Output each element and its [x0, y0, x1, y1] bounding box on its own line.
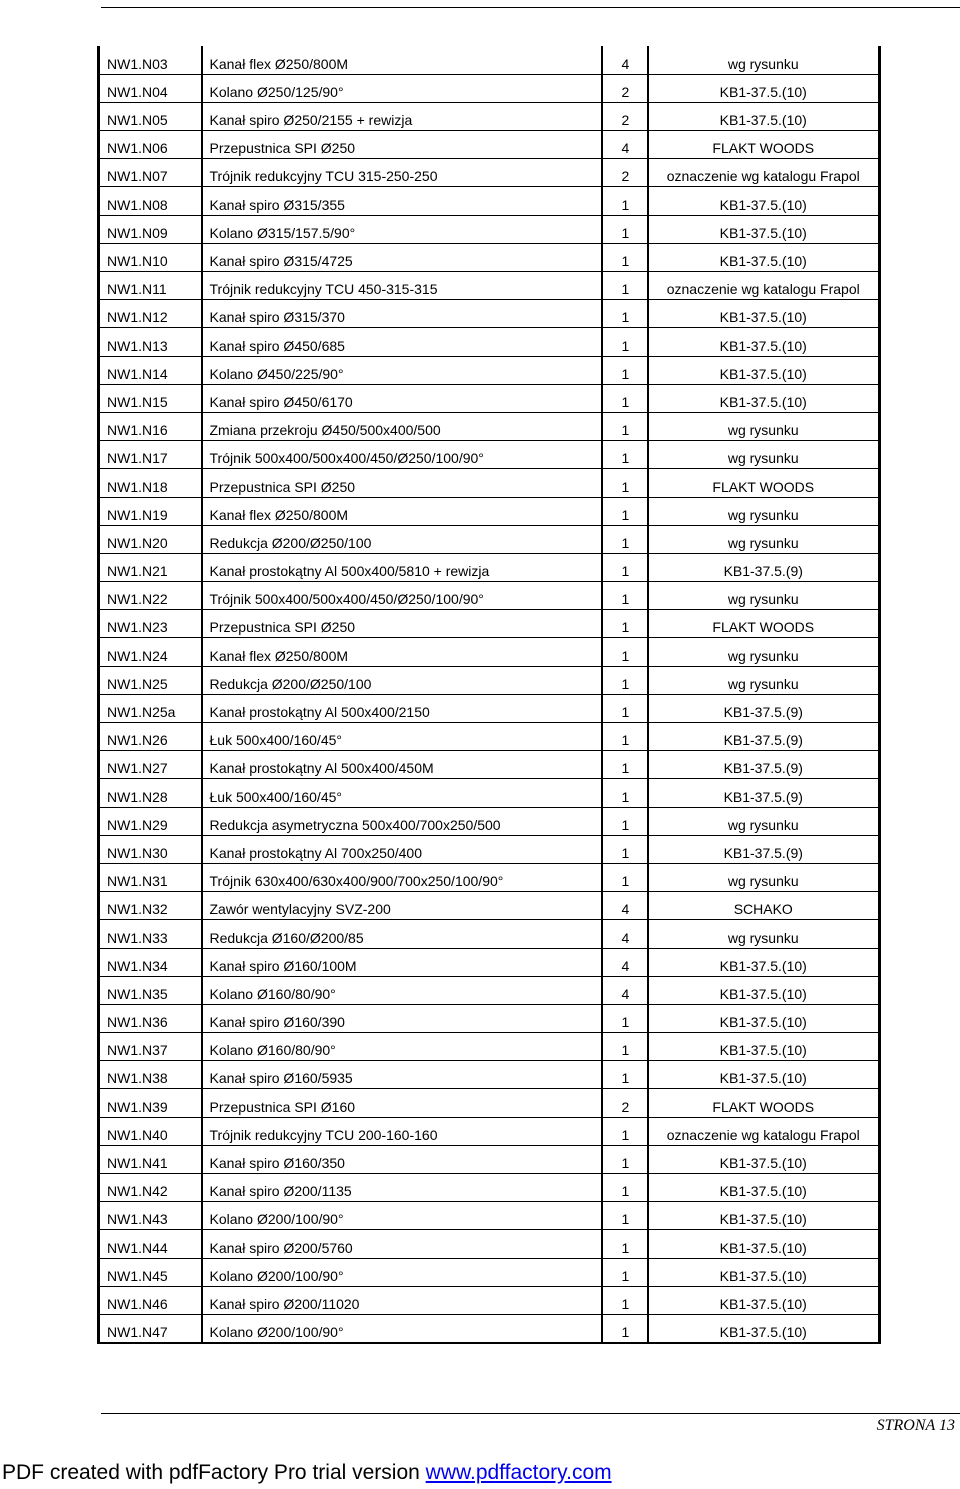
row-name: Zmiana przekroju Ø450/500x400/500 — [202, 412, 602, 440]
pdf-footer — [2, 1460, 612, 1486]
row-qty: 2 — [602, 102, 648, 130]
row-id: NW1.N31 — [99, 863, 202, 891]
row-id: NW1.N18 — [99, 469, 202, 497]
row-qty: 1 — [602, 553, 648, 581]
row-id: NW1.N45 — [99, 1258, 202, 1286]
row-reference: wg rysunku — [648, 638, 880, 666]
parts-table-body — [99, 46, 880, 1343]
row-qty: 1 — [602, 1004, 648, 1032]
row-name: Kanał prostokątny Al 700x250/400 — [202, 835, 602, 863]
table-row — [99, 835, 880, 863]
table-row — [99, 779, 880, 807]
row-id: NW1.N12 — [99, 300, 202, 328]
row-reference: wg rysunku — [648, 525, 880, 553]
row-name: Kolano Ø250/125/90° — [202, 74, 602, 102]
row-qty: 4 — [602, 920, 648, 948]
table-row — [99, 638, 880, 666]
row-qty: 1 — [602, 1145, 648, 1173]
table-row — [99, 920, 880, 948]
row-reference: FLAKT WOODS — [648, 469, 880, 497]
row-id: NW1.N35 — [99, 976, 202, 1004]
row-id: NW1.N28 — [99, 779, 202, 807]
row-id: NW1.N16 — [99, 412, 202, 440]
row-id: NW1.N39 — [99, 1089, 202, 1117]
row-name: Redukcja asymetryczna 500x400/700x250/500 — [202, 807, 602, 835]
table-row — [99, 1202, 880, 1230]
table-row — [99, 441, 880, 469]
row-qty: 1 — [602, 1230, 648, 1258]
row-reference: wg rysunku — [648, 807, 880, 835]
table-row — [99, 807, 880, 835]
top-rule — [101, 7, 960, 8]
row-reference: wg rysunku — [648, 441, 880, 469]
row-name: Kanał spiro Ø200/5760 — [202, 1230, 602, 1258]
row-qty: 1 — [602, 1202, 648, 1230]
table-row — [99, 1145, 880, 1173]
row-qty: 1 — [602, 694, 648, 722]
row-id: NW1.N38 — [99, 1061, 202, 1089]
row-name: Kanał spiro Ø200/1135 — [202, 1174, 602, 1202]
row-qty: 1 — [602, 779, 648, 807]
table-row — [99, 1230, 880, 1258]
row-reference: SCHAKO — [648, 892, 880, 920]
row-qty: 1 — [602, 835, 648, 863]
row-id: NW1.N07 — [99, 159, 202, 187]
row-id: NW1.N33 — [99, 920, 202, 948]
table-row — [99, 723, 880, 751]
row-qty: 1 — [602, 638, 648, 666]
row-reference: wg rysunku — [648, 46, 880, 74]
row-qty: 1 — [602, 356, 648, 384]
table-row — [99, 46, 880, 74]
row-name: Kolano Ø160/80/90° — [202, 976, 602, 1004]
row-name: Kanał prostokątny Al 500x400/2150 — [202, 694, 602, 722]
table-row — [99, 863, 880, 891]
row-reference: KB1-37.5.(10) — [648, 356, 880, 384]
row-name: Kanał spiro Ø450/6170 — [202, 384, 602, 412]
row-id: NW1.N15 — [99, 384, 202, 412]
row-qty: 1 — [602, 1258, 648, 1286]
row-id: NW1.N20 — [99, 525, 202, 553]
row-reference: oznaczenie wg katalogu Frapol — [648, 1117, 880, 1145]
row-reference: KB1-37.5.(10) — [648, 1145, 880, 1173]
row-name: Kolano Ø200/100/90° — [202, 1202, 602, 1230]
row-qty: 2 — [602, 74, 648, 102]
row-name: Przepustnica SPI Ø250 — [202, 131, 602, 159]
table-row — [99, 525, 880, 553]
row-name: Kanał prostokątny Al 500x400/5810 + rewizja — [202, 553, 602, 581]
table-row — [99, 131, 880, 159]
row-name: Redukcja Ø200/Ø250/100 — [202, 666, 602, 694]
page-number: STRONA 13 — [876, 1417, 955, 1434]
table-row — [99, 74, 880, 102]
row-reference: KB1-37.5.(10) — [648, 1314, 880, 1342]
row-reference: wg rysunku — [648, 666, 880, 694]
row-reference: KB1-37.5.(10) — [648, 384, 880, 412]
table-row — [99, 948, 880, 976]
row-id: NW1.N40 — [99, 1117, 202, 1145]
row-id: NW1.N21 — [99, 553, 202, 581]
row-reference: wg rysunku — [648, 920, 880, 948]
row-reference: wg rysunku — [648, 412, 880, 440]
table-row — [99, 215, 880, 243]
row-qty: 1 — [602, 300, 648, 328]
row-id: NW1.N05 — [99, 102, 202, 130]
parts-table — [97, 46, 881, 1344]
row-name: Trójnik redukcyjny TCU 200-160-160 — [202, 1117, 602, 1145]
row-id: NW1.N04 — [99, 74, 202, 102]
table-row — [99, 976, 880, 1004]
row-name: Kolano Ø315/157.5/90° — [202, 215, 602, 243]
row-qty: 1 — [602, 215, 648, 243]
row-qty: 1 — [602, 1174, 648, 1202]
row-qty: 1 — [602, 666, 648, 694]
row-id: NW1.N09 — [99, 215, 202, 243]
row-qty: 1 — [602, 328, 648, 356]
row-id: NW1.N08 — [99, 187, 202, 215]
row-name: Przepustnica SPI Ø160 — [202, 1089, 602, 1117]
row-qty: 1 — [602, 412, 648, 440]
row-reference: KB1-37.5.(10) — [648, 215, 880, 243]
row-reference: KB1-37.5.(10) — [648, 187, 880, 215]
table-row — [99, 1117, 880, 1145]
row-id: NW1.N06 — [99, 131, 202, 159]
row-qty: 4 — [602, 976, 648, 1004]
row-reference: KB1-37.5.(10) — [648, 1061, 880, 1089]
row-name: Redukcja Ø160/Ø200/85 — [202, 920, 602, 948]
row-name: Trójnik redukcyjny TCU 450-315-315 — [202, 272, 602, 300]
row-id: NW1.N32 — [99, 892, 202, 920]
row-name: Kanał spiro Ø450/685 — [202, 328, 602, 356]
row-name: Kanał spiro Ø315/355 — [202, 187, 602, 215]
row-id: NW1.N41 — [99, 1145, 202, 1173]
row-reference: KB1-37.5.(10) — [648, 976, 880, 1004]
table-row — [99, 1004, 880, 1032]
bottom-rule — [101, 1413, 960, 1414]
row-reference: wg rysunku — [648, 497, 880, 525]
row-qty: 2 — [602, 159, 648, 187]
row-name: Kanał spiro Ø160/5935 — [202, 1061, 602, 1089]
row-name: Kanał flex Ø250/800M — [202, 638, 602, 666]
row-reference: KB1-37.5.(9) — [648, 694, 880, 722]
table-row — [99, 272, 880, 300]
row-qty: 4 — [602, 46, 648, 74]
row-id: NW1.N34 — [99, 948, 202, 976]
row-qty: 1 — [602, 525, 648, 553]
row-qty: 1 — [602, 441, 648, 469]
row-qty: 1 — [602, 272, 648, 300]
row-id: NW1.N26 — [99, 723, 202, 751]
row-name: Przepustnica SPI Ø250 — [202, 469, 602, 497]
row-id: NW1.N37 — [99, 1033, 202, 1061]
row-reference: KB1-37.5.(9) — [648, 553, 880, 581]
row-name: Trójnik 500x400/500x400/450/Ø250/100/90° — [202, 441, 602, 469]
row-id: NW1.N30 — [99, 835, 202, 863]
row-id: NW1.N25a — [99, 694, 202, 722]
row-name: Kanał spiro Ø200/11020 — [202, 1286, 602, 1314]
row-name: Trójnik 630x400/630x400/900/700x250/100/90° — [202, 863, 602, 891]
table-row — [99, 553, 880, 581]
table-row — [99, 1174, 880, 1202]
table-row — [99, 412, 880, 440]
row-name: Łuk 500x400/160/45° — [202, 723, 602, 751]
row-name: Kanał spiro Ø160/100M — [202, 948, 602, 976]
row-reference: KB1-37.5.(9) — [648, 835, 880, 863]
row-id: NW1.N46 — [99, 1286, 202, 1314]
table-row — [99, 243, 880, 271]
row-reference: KB1-37.5.(10) — [648, 74, 880, 102]
table-row — [99, 102, 880, 130]
row-reference: KB1-37.5.(10) — [648, 1033, 880, 1061]
row-reference: KB1-37.5.(10) — [648, 102, 880, 130]
row-reference: KB1-37.5.(9) — [648, 751, 880, 779]
row-qty: 1 — [602, 384, 648, 412]
row-name: Kanał spiro Ø160/350 — [202, 1145, 602, 1173]
row-name: Zawór wentylacyjny SVZ-200 — [202, 892, 602, 920]
table-row — [99, 469, 880, 497]
row-id: NW1.N36 — [99, 1004, 202, 1032]
table-row — [99, 1033, 880, 1061]
table-row — [99, 1286, 880, 1314]
row-qty: 1 — [602, 243, 648, 271]
row-id: NW1.N47 — [99, 1314, 202, 1342]
row-name: Redukcja Ø200/Ø250/100 — [202, 525, 602, 553]
row-id: NW1.N43 — [99, 1202, 202, 1230]
row-qty: 1 — [602, 610, 648, 638]
row-id: NW1.N23 — [99, 610, 202, 638]
row-id: NW1.N10 — [99, 243, 202, 271]
footer-link[interactable]: www.pdffactory.com — [425, 1461, 612, 1484]
row-qty: 4 — [602, 892, 648, 920]
table-row — [99, 497, 880, 525]
row-name: Trójnik redukcyjny TCU 315-250-250 — [202, 159, 602, 187]
row-qty: 1 — [602, 751, 648, 779]
row-qty: 1 — [602, 497, 648, 525]
row-qty: 2 — [602, 1089, 648, 1117]
row-name: Kolano Ø160/80/90° — [202, 1033, 602, 1061]
row-reference: KB1-37.5.(10) — [648, 1202, 880, 1230]
row-reference: KB1-37.5.(10) — [648, 243, 880, 271]
table-row — [99, 187, 880, 215]
row-reference: KB1-37.5.(10) — [648, 948, 880, 976]
table-row — [99, 159, 880, 187]
row-reference: KB1-37.5.(10) — [648, 1174, 880, 1202]
row-name: Kolano Ø200/100/90° — [202, 1314, 602, 1342]
row-name: Kanał flex Ø250/800M — [202, 497, 602, 525]
row-qty: 1 — [602, 807, 648, 835]
row-qty: 4 — [602, 948, 648, 976]
table-row — [99, 694, 880, 722]
table-row — [99, 328, 880, 356]
table-row — [99, 1089, 880, 1117]
row-id: NW1.N14 — [99, 356, 202, 384]
row-reference: FLAKT WOODS — [648, 610, 880, 638]
row-id: NW1.N13 — [99, 328, 202, 356]
row-reference: KB1-37.5.(10) — [648, 1004, 880, 1032]
row-name: Kolano Ø450/225/90° — [202, 356, 602, 384]
row-name: Kolano Ø200/100/90° — [202, 1258, 602, 1286]
row-name: Kanał spiro Ø315/370 — [202, 300, 602, 328]
table-row — [99, 751, 880, 779]
row-reference: KB1-37.5.(9) — [648, 723, 880, 751]
row-reference: KB1-37.5.(10) — [648, 328, 880, 356]
row-qty: 1 — [602, 1117, 648, 1145]
row-reference: oznaczenie wg katalogu Frapol — [648, 159, 880, 187]
row-id: NW1.N29 — [99, 807, 202, 835]
row-id: NW1.N24 — [99, 638, 202, 666]
row-reference: FLAKT WOODS — [648, 131, 880, 159]
table-row — [99, 356, 880, 384]
table-row — [99, 666, 880, 694]
row-qty: 1 — [602, 1314, 648, 1342]
row-qty: 1 — [602, 1286, 648, 1314]
row-qty: 4 — [602, 131, 648, 159]
row-name: Kanał prostokątny Al 500x400/450M — [202, 751, 602, 779]
row-reference: KB1-37.5.(10) — [648, 1286, 880, 1314]
table-row — [99, 384, 880, 412]
row-qty: 1 — [602, 863, 648, 891]
table-row — [99, 1314, 880, 1342]
row-reference: FLAKT WOODS — [648, 1089, 880, 1117]
row-qty: 1 — [602, 469, 648, 497]
row-id: NW1.N19 — [99, 497, 202, 525]
row-reference: oznaczenie wg katalogu Frapol — [648, 272, 880, 300]
row-id: NW1.N27 — [99, 751, 202, 779]
row-name: Łuk 500x400/160/45° — [202, 779, 602, 807]
row-name: Trójnik 500x400/500x400/450/Ø250/100/90° — [202, 582, 602, 610]
row-id: NW1.N17 — [99, 441, 202, 469]
row-id: NW1.N03 — [99, 46, 202, 74]
row-id: NW1.N44 — [99, 1230, 202, 1258]
row-qty: 1 — [602, 187, 648, 215]
row-qty: 1 — [602, 723, 648, 751]
row-name: Kanał spiro Ø250/2155 + rewizja — [202, 102, 602, 130]
row-name: Kanał spiro Ø315/4725 — [202, 243, 602, 271]
row-reference: KB1-37.5.(9) — [648, 779, 880, 807]
row-name: Kanał spiro Ø160/390 — [202, 1004, 602, 1032]
row-name: Przepustnica SPI Ø250 — [202, 610, 602, 638]
table-row — [99, 1061, 880, 1089]
row-reference: KB1-37.5.(10) — [648, 1230, 880, 1258]
row-qty: 1 — [602, 582, 648, 610]
footer-text: PDF created with pdfFactory Pro trial version — [2, 1461, 426, 1484]
row-id: NW1.N22 — [99, 582, 202, 610]
table-row — [99, 1258, 880, 1286]
table-row — [99, 892, 880, 920]
table-row — [99, 610, 880, 638]
row-id: NW1.N42 — [99, 1174, 202, 1202]
row-reference: KB1-37.5.(10) — [648, 1258, 880, 1286]
row-qty: 1 — [602, 1033, 648, 1061]
row-name: Kanał flex Ø250/800M — [202, 46, 602, 74]
row-qty: 1 — [602, 1061, 648, 1089]
row-id: NW1.N25 — [99, 666, 202, 694]
table-row — [99, 582, 880, 610]
row-reference: wg rysunku — [648, 582, 880, 610]
table-row — [99, 300, 880, 328]
row-reference: wg rysunku — [648, 863, 880, 891]
row-reference: KB1-37.5.(10) — [648, 300, 880, 328]
row-id: NW1.N11 — [99, 272, 202, 300]
